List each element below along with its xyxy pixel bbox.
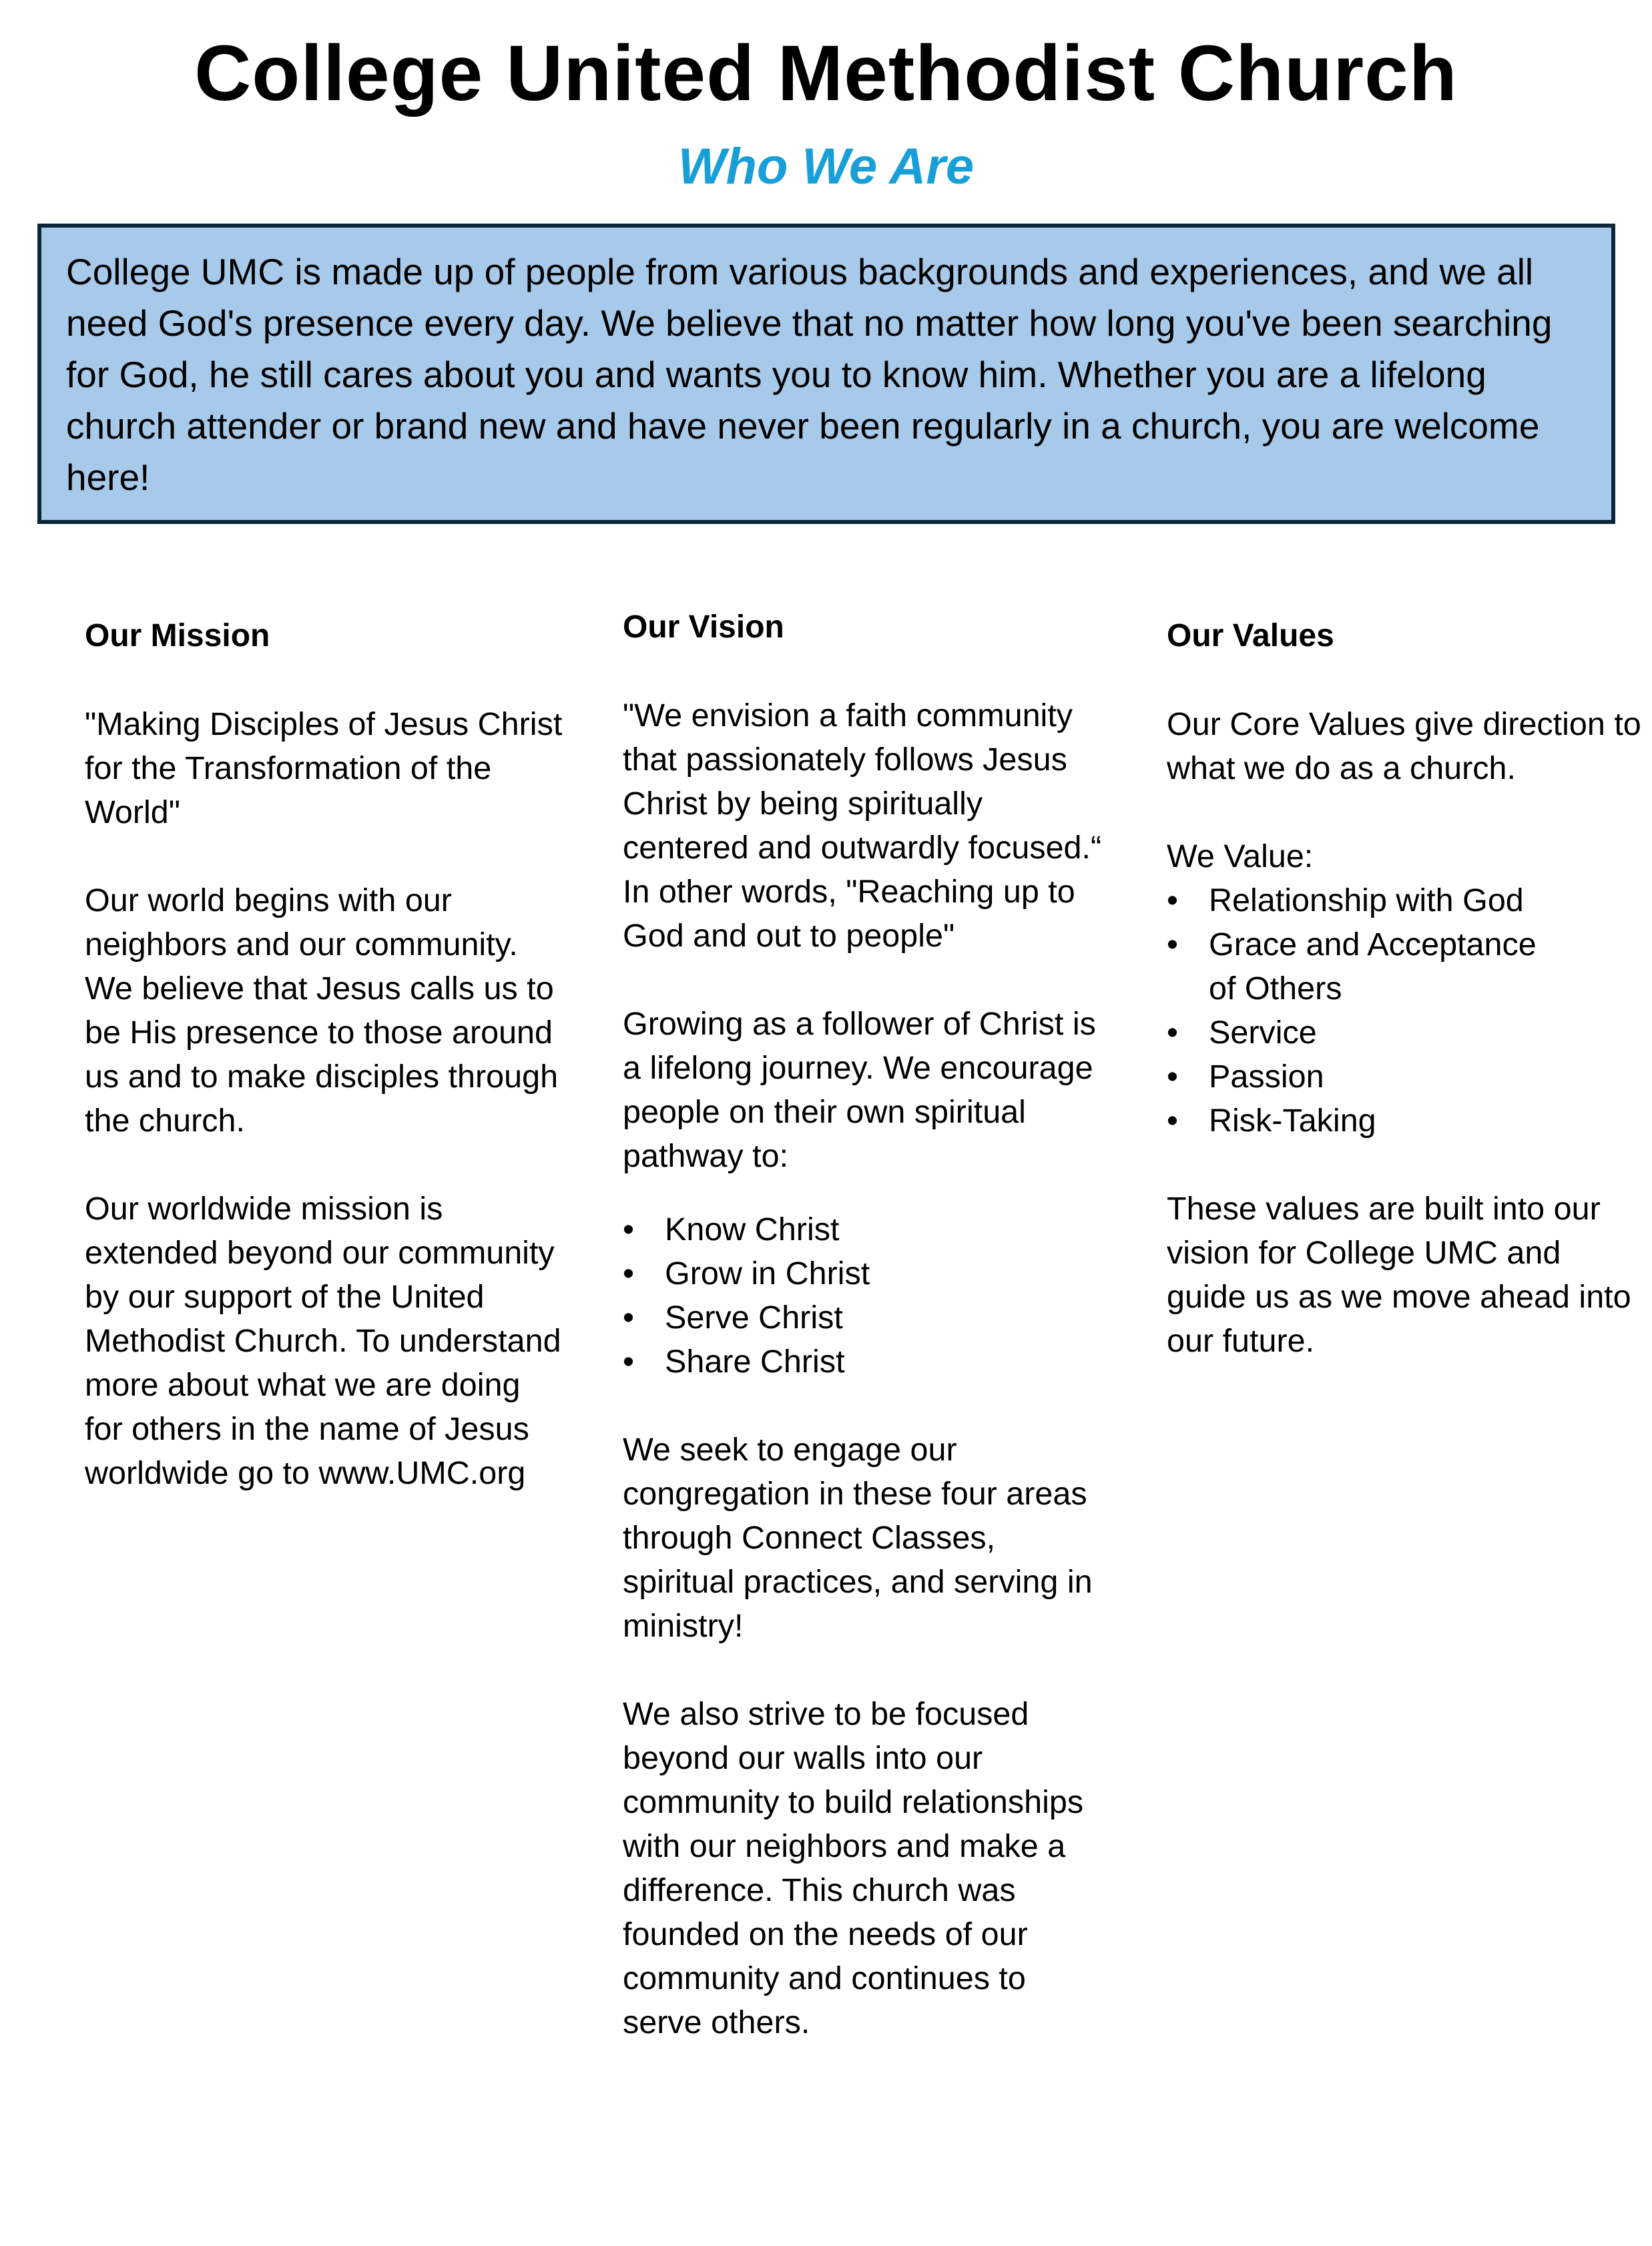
list-item-label: Serve Christ [665,1300,843,1336]
list-item [1167,1011,1647,1055]
values-closing: These values are built into our vision for College UMC and guide us as we move ahead into our future. [1167,1191,1631,1359]
values-column [1167,614,1647,1363]
list-item [623,1340,1103,1384]
mission-paragraph: Our world begins with our neighbors and our community. We believe that Jesus calls us to be His presence to those around us and to make disciples through the church. [85,882,559,1139]
list-item-label: Relationship with God [1209,882,1524,918]
intro-box [37,224,1615,524]
page-subtitle: Who We Are [677,138,975,195]
list-item [623,1207,1103,1251]
values-list-label: We Value: [1167,838,1314,874]
list-item-label: Share Christ [665,1344,845,1380]
mission-paragraph: Our worldwide mission is extended beyond our community by our support of the United Methodist Church. To understand more about what we are doing for others in the name of Jesus worldwide go to www.UMC.org [85,1191,561,1491]
list-item [623,1251,1103,1296]
bullet-icon: • [1167,926,1178,962]
list-item-label: Service [1209,1015,1317,1051]
vision-pathway-list [623,1207,1103,1384]
bullet-icon: • [623,1300,634,1336]
bullet-icon: • [1167,882,1178,918]
bullet-icon: • [1167,1015,1178,1051]
values-heading: Our Values [1167,618,1334,653]
mission-heading: Our Mission [85,618,270,653]
list-item-label: Passion [1209,1059,1324,1095]
bullet-icon: • [1167,1059,1178,1095]
intro-text: College UMC is made up of people from various backgrounds and experiences, and we all need God's presence every day. We believe that no matter how long you've been searching for God, he still cares about you and wants you to know him. Whether you are a lifelong church attender or brand new and have never been regularly in a church, you are welcome here! [66,251,1553,498]
vision-heading: Our Vision [623,609,784,645]
vision-paragraph: We also strive to be focused beyond our walls into our community to build relationships with our neighbors and make a difference. This church was founded on the needs of our community and continues to serve others. [623,1696,1084,2040]
bullet-icon: • [623,1255,634,1292]
mission-statement: "Making Disciples of Jesus Christ for the Transformation of the World" [85,706,563,830]
bullet-icon: • [1167,1103,1178,1139]
vision-statement: "We envision a faith community that passionately follows Jesus Christ by being spiritually centered and outwardly focused.“ In other words, "Reaching up to God and out to people" [623,697,1102,954]
list-item-label: Grow in Christ [665,1255,870,1292]
list-item [1167,1099,1647,1143]
vision-paragraph: We seek to engage our congregation in these four areas through Connect Classes, spiritual practices, and serving in ministry! [623,1432,1093,1644]
list-item [1167,878,1647,922]
bullet-icon: • [623,1211,634,1247]
list-item-label: Risk-Taking [1209,1103,1376,1139]
vision-paragraph: Growing as a follower of Christ is a lifelong journey. We encourage people on their own spiritual pathway to: [623,1006,1096,1174]
values-list [1167,878,1647,1143]
list-item [1167,922,1647,1011]
mission-column [85,614,565,1495]
vision-column [623,605,1103,2044]
bullet-icon: • [623,1344,634,1380]
values-intro: Our Core Values give direction to what we do as a church. [1167,706,1641,786]
page-title: College United Methodist Church [194,29,1458,117]
list-item-label: Know Christ [665,1211,840,1247]
list-item [1167,1055,1647,1099]
list-item [623,1296,1103,1340]
list-item-label: Grace and Acceptance of Others [1209,926,1537,1007]
